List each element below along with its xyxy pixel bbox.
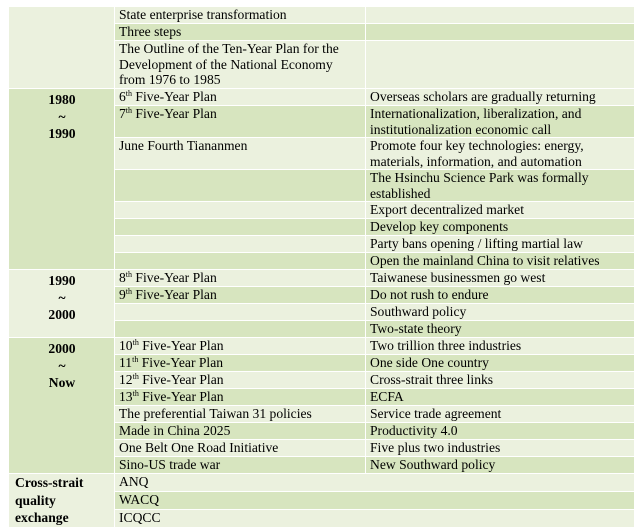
measure-cell: Service trade agreement <box>366 406 635 423</box>
measure-cell: Cross-strait three links <box>366 372 635 389</box>
table-row <box>9 89 635 106</box>
policy-cell: Sino-US trade war <box>115 457 366 474</box>
measure-cell: Two trillion three industries <box>366 338 635 355</box>
policy-cell: 9th Five-Year Plan <box>115 287 366 304</box>
measure-cell: Productivity 4.0 <box>366 423 635 440</box>
blank-era-cell <box>9 7 115 89</box>
measure-cell: New Southward policy <box>366 457 635 474</box>
table-row <box>9 338 635 355</box>
exchange-item: ICQCC <box>115 509 635 527</box>
policy-cell: Made in China 2025 <box>115 423 366 440</box>
measure-cell: ECFA <box>366 389 635 406</box>
policy-cell: 7th Five-Year Plan <box>115 106 366 138</box>
measure-cell: The Hsinchu Science Park was formally established <box>366 170 635 202</box>
measure-cell: One side One country <box>366 355 635 372</box>
era-1980-1990: 1980 ~ 1990 <box>9 89 115 270</box>
policy-cell: 8th Five-Year Plan <box>115 270 366 287</box>
table-row <box>9 474 635 492</box>
policy-cell: 13th Five-Year Plan <box>115 389 366 406</box>
era-1990-2000: 1990 ~ 2000 <box>9 270 115 338</box>
exchange-item: WACQ <box>115 491 635 509</box>
measure-cell: Taiwanese businessmen go west <box>366 270 635 287</box>
policy-cell: 12th Five-Year Plan <box>115 372 366 389</box>
cross-strait-label: Cross-strait quality exchange <box>9 474 115 528</box>
measure-cell: Promote four key technologies: energy, materials, information, and automation <box>366 138 635 170</box>
policy-cell: 11th Five-Year Plan <box>115 355 366 372</box>
policy-cell: 10th Five-Year Plan <box>115 338 366 355</box>
measure-cell <box>366 41 635 89</box>
policy-cell <box>115 253 366 270</box>
measure-cell: Develop key components <box>366 219 635 236</box>
measure-cell: Five plus two industries <box>366 440 635 457</box>
measure-cell: Southward policy <box>366 304 635 321</box>
era-2000-now: 2000 ~ Now <box>9 338 115 474</box>
policy-cell: Three steps <box>115 24 366 41</box>
policy-cell <box>115 236 366 253</box>
policy-cell: June Fourth Tiananmen <box>115 138 366 170</box>
policy-cell: The preferential Taiwan 31 policies <box>115 406 366 423</box>
policy-cell <box>115 170 366 202</box>
policy-timeline-table <box>8 6 635 528</box>
measure-cell: Overseas scholars are gradually returning <box>366 89 635 106</box>
policy-cell <box>115 202 366 219</box>
measure-cell: Two-state theory <box>366 321 635 338</box>
measure-cell <box>366 7 635 24</box>
policy-cell: The Outline of the Ten-Year Plan for the Development of the National Economy from 1976 to 1985 <box>115 41 366 89</box>
measure-cell: Internationalization, liberalization, and institutionalization economic call <box>366 106 635 138</box>
table-row <box>9 7 635 24</box>
policy-cell: One Belt One Road Initiative <box>115 440 366 457</box>
policy-cell <box>115 219 366 236</box>
policy-cell <box>115 321 366 338</box>
measure-cell: Do not rush to endure <box>366 287 635 304</box>
policy-cell: 6th Five-Year Plan <box>115 89 366 106</box>
exchange-item: ANQ <box>115 474 635 492</box>
policy-cell: State enterprise transformation <box>115 7 366 24</box>
table-row <box>9 270 635 287</box>
measure-cell: Export decentralized market <box>366 202 635 219</box>
measure-cell: Party bans opening / lifting martial law <box>366 236 635 253</box>
measure-cell <box>366 24 635 41</box>
policy-cell <box>115 304 366 321</box>
measure-cell: Open the mainland China to visit relatives <box>366 253 635 270</box>
